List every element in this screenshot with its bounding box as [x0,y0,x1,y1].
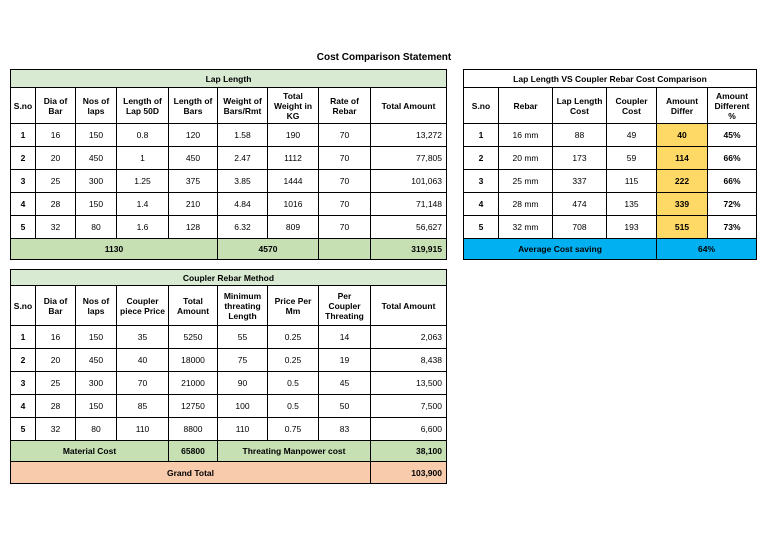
table-row [11,193,447,216]
table-cell: 18000 [169,349,218,372]
table-cell: 2 [11,349,36,372]
comparison-table [463,69,757,260]
table-cell: 1 [11,326,36,349]
table-cell: 5250 [169,326,218,349]
table-cell: 3 [464,170,499,193]
table-cell: 474 [553,193,607,216]
table-cell: 115 [607,170,657,193]
table-cell: 1.4 [117,193,169,216]
lap-totals-row [11,239,447,260]
table-cell: 450 [76,349,117,372]
table-cell: 20 [36,147,76,170]
table-cell: 90 [218,372,268,395]
table-cell: 71,148 [371,193,447,216]
table-cell: 4 [11,395,36,418]
table-cell: 210 [169,193,218,216]
table-cell: 2.47 [218,147,268,170]
table-row [11,216,447,239]
table-row [464,170,757,193]
table-cell: 80 [76,216,117,239]
column-header: Weight of Bars/Rmt [218,88,268,124]
table-row [11,395,447,418]
table-cell: 16 [36,326,76,349]
column-header: Total Amount [371,88,447,124]
table-cell: 0.8 [117,124,169,147]
table-cell: 0.5 [268,395,319,418]
table-cell: 72% [708,193,757,216]
table-cell: 73% [708,216,757,239]
page-title: Cost Comparison Statement [316,52,452,63]
coupler-column-headers [11,286,447,326]
manpower-cost-label: Threating Manpower cost [218,441,371,462]
table-row [11,124,447,147]
table-cell: 32 mm [499,216,553,239]
average-cost-saving-value: 64% [657,239,757,260]
table-cell: 0.25 [268,326,319,349]
average-row [464,239,757,260]
table-cell: 28 [36,193,76,216]
table-cell: 3 [11,170,36,193]
table-cell: 25 [36,372,76,395]
table-cell: 5 [11,418,36,441]
total-length: 1130 [11,239,218,260]
table-row [11,147,447,170]
table-cell: 1 [117,147,169,170]
table-cell: 1112 [268,147,319,170]
table-cell: 88 [553,124,607,147]
column-header: Coupler piece Price [117,286,169,326]
table-cell: 101,063 [371,170,447,193]
table-row [11,418,447,441]
table-row [464,216,757,239]
column-header: S.no [464,88,499,124]
column-header: Length of Lap 50D [117,88,169,124]
amount-differ-cell: 515 [657,216,708,239]
table-cell: 8,438 [371,349,447,372]
table-cell: 1.58 [218,124,268,147]
table-cell: 45 [319,372,371,395]
amount-differ-cell: 114 [657,147,708,170]
table-cell: 173 [553,147,607,170]
column-header: Total Amount [169,286,218,326]
table-row [464,124,757,147]
table-cell: 83 [319,418,371,441]
coupler-totals-row [11,441,447,462]
table-cell: 150 [76,395,117,418]
table-cell: 77,805 [371,147,447,170]
grand-total-label: Grand Total [11,462,371,484]
column-header: Nos of laps [76,286,117,326]
table-cell: 708 [553,216,607,239]
column-header: Total Amount [371,286,447,326]
table-cell: 110 [218,418,268,441]
table-cell: 100 [218,395,268,418]
table-cell: 66% [708,170,757,193]
column-header: Price Per Mm [268,286,319,326]
column-header: Per Coupler Threating [319,286,371,326]
column-header: Minimum threating Length [218,286,268,326]
table-cell: 4 [464,193,499,216]
table-cell: 28 [36,395,76,418]
table-cell: 70 [319,147,371,170]
table-cell: 0.5 [268,372,319,395]
table-cell: 19 [319,349,371,372]
table-cell: 20 mm [499,147,553,170]
total-weight: 4570 [218,239,319,260]
table-cell: 45% [708,124,757,147]
table-cell: 70 [319,170,371,193]
table-row [11,372,447,395]
table-cell: 337 [553,170,607,193]
grand-total-row [11,462,447,484]
table-cell: 70 [319,124,371,147]
table-cell: 75 [218,349,268,372]
table-cell: 12750 [169,395,218,418]
column-header: Dia of Bar [36,286,76,326]
table-cell: 66% [708,147,757,170]
table-cell: 128 [169,216,218,239]
table-cell: 13,272 [371,124,447,147]
column-header: Rebar [499,88,553,124]
table-cell: 70 [319,216,371,239]
table-cell: 16 [36,124,76,147]
table-row [11,326,447,349]
table-row [464,193,757,216]
column-header: Length of Bars [169,88,218,124]
table-cell: 1444 [268,170,319,193]
table-cell: 150 [76,326,117,349]
lap-total-amount: 319,915 [371,239,447,260]
amount-differ-cell: 222 [657,170,708,193]
table-cell: 49 [607,124,657,147]
table-cell: 25 [36,170,76,193]
table-cell: 50 [319,395,371,418]
table-cell: 1016 [268,193,319,216]
table-cell: 8800 [169,418,218,441]
table-cell: 110 [117,418,169,441]
amount-differ-cell: 40 [657,124,708,147]
table-cell: 5 [464,216,499,239]
table-cell: 375 [169,170,218,193]
table-cell: 7,500 [371,395,447,418]
table-cell: 13,500 [371,372,447,395]
table-cell: 1.25 [117,170,169,193]
table-cell: 809 [268,216,319,239]
table-cell: 450 [76,147,117,170]
coupler-rebar-table [10,269,447,484]
table-cell: 150 [76,124,117,147]
table-cell: 300 [76,372,117,395]
table-row [464,147,757,170]
table-cell: 120 [169,124,218,147]
lap-length-table [10,69,447,260]
table-cell: 1 [464,124,499,147]
table-cell: 0.25 [268,349,319,372]
table-cell: 6.32 [218,216,268,239]
table-cell: 70 [117,372,169,395]
table-cell: 1 [11,124,36,147]
table-cell: 25 mm [499,170,553,193]
lap-column-headers [11,88,447,124]
table-cell: 193 [607,216,657,239]
table-cell: 14 [319,326,371,349]
table-cell: 21000 [169,372,218,395]
column-header: Lap Length Cost [553,88,607,124]
table-cell: 190 [268,124,319,147]
table-cell: 2,063 [371,326,447,349]
table-row [11,349,447,372]
column-header: Dia of Bar [36,88,76,124]
comparison-column-headers [464,88,757,124]
table-cell: 150 [76,193,117,216]
table-cell: 4.84 [218,193,268,216]
table-row [11,170,447,193]
table-cell: 80 [76,418,117,441]
column-header: Nos of laps [76,88,117,124]
table-cell: 32 [36,216,76,239]
table-cell: 16 mm [499,124,553,147]
table-cell: 28 mm [499,193,553,216]
average-cost-saving-label: Average Cost saving [464,239,657,260]
table-cell: 450 [169,147,218,170]
empty-cell [319,239,371,260]
table-cell: 56,627 [371,216,447,239]
table-cell: 4 [11,193,36,216]
material-cost-value: 65800 [169,441,218,462]
column-header: Total Weight in KG [268,88,319,124]
material-cost-label: Material Cost [11,441,169,462]
table-cell: 59 [607,147,657,170]
table-cell: 2 [11,147,36,170]
table-cell: 32 [36,418,76,441]
table-cell: 20 [36,349,76,372]
table-cell: 55 [218,326,268,349]
table-cell: 5 [11,216,36,239]
coupler-header: Coupler Rebar Method [11,270,447,286]
table-cell: 300 [76,170,117,193]
table-cell: 70 [319,193,371,216]
comparison-header: Lap Length VS Coupler Rebar Cost Comparison [464,70,757,88]
table-cell: 35 [117,326,169,349]
table-cell: 135 [607,193,657,216]
table-cell: 3.85 [218,170,268,193]
column-header: Amount Differ [657,88,708,124]
table-cell: 0.75 [268,418,319,441]
column-header: Amount Different % [708,88,757,124]
column-header: S.no [11,88,36,124]
column-header: Coupler Cost [607,88,657,124]
lap-length-header: Lap Length [11,70,447,88]
table-cell: 2 [464,147,499,170]
grand-total-value: 103,900 [371,462,447,484]
column-header: S.no [11,286,36,326]
table-cell: 40 [117,349,169,372]
manpower-cost-value: 38,100 [371,441,447,462]
amount-differ-cell: 339 [657,193,708,216]
column-header: Rate of Rebar [319,88,371,124]
table-cell: 85 [117,395,169,418]
table-cell: 3 [11,372,36,395]
table-cell: 1.6 [117,216,169,239]
table-cell: 6,600 [371,418,447,441]
